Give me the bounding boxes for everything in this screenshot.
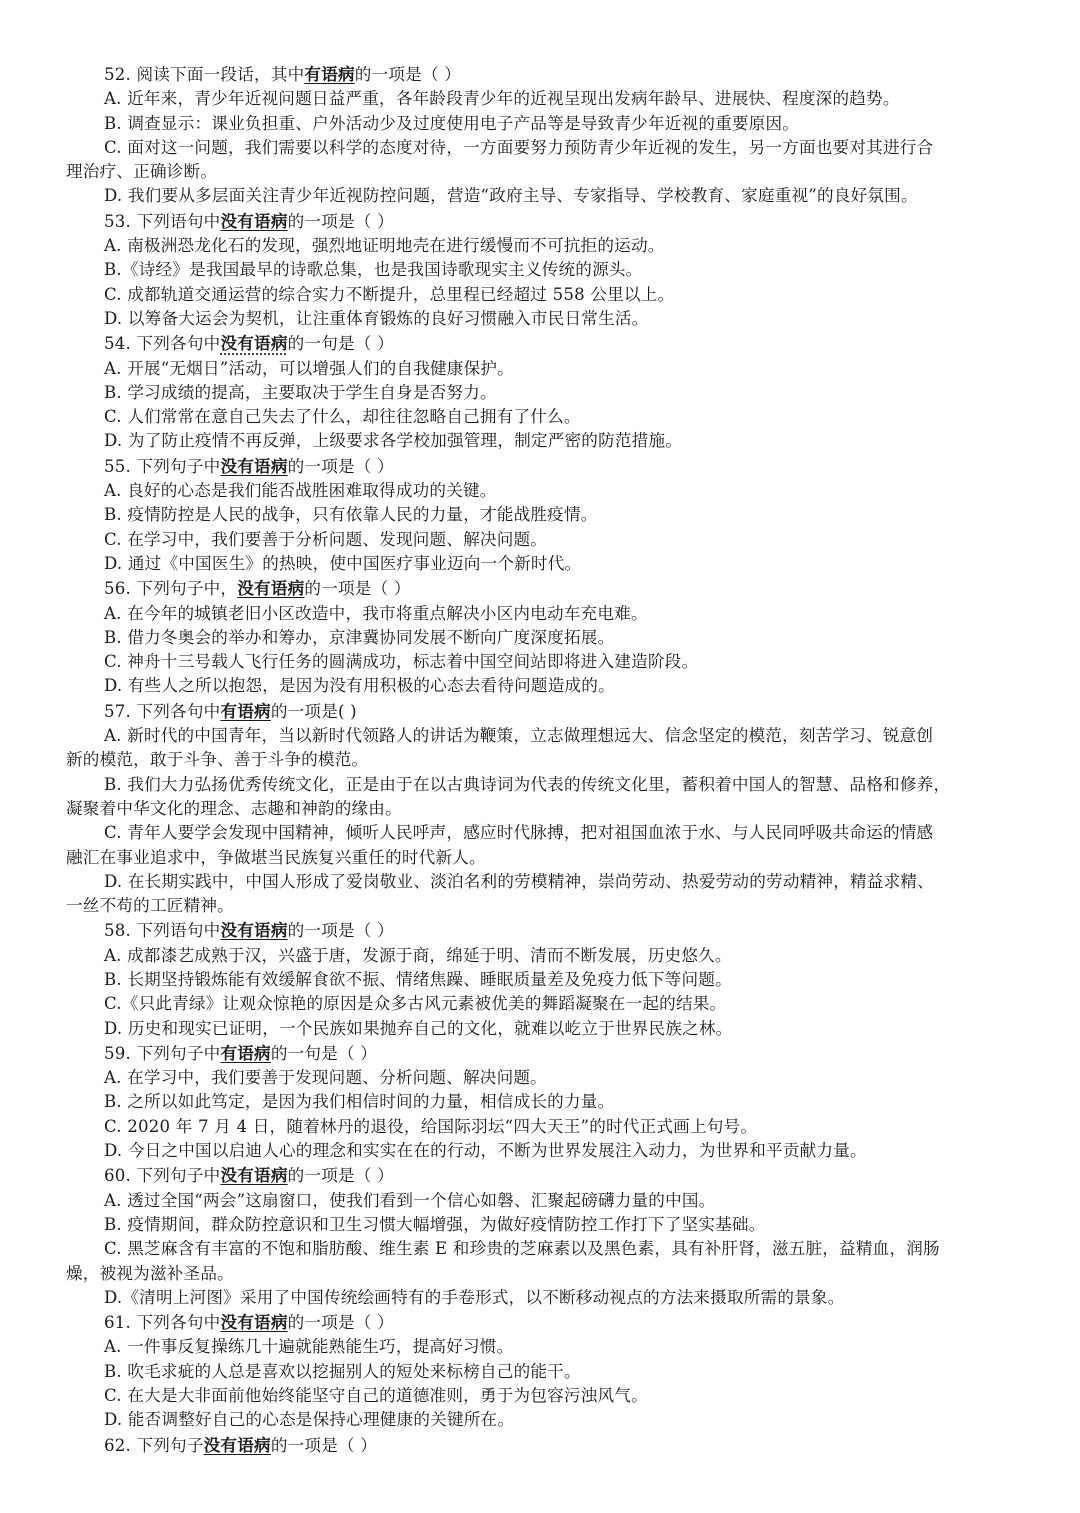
question-58-option-d: D. 历史和现实已证明，一个民族如果抛弃自己的文化，就难以屹立于世界民族之林。 [104,1018,733,1038]
question-55-option-b: B. 疫情防控是人民的战争，只有依靠人民的力量，才能战胜疫情。 [104,505,598,525]
question-60-option-c-continued: 燥，被视为滋补圣品。 [66,1263,234,1283]
question-54-option-c: C. 人们常常在意自己失去了什么，却往往忽略自己拥有了什么。 [104,407,581,427]
question-57-option-b: B. 我们大力弘扬优秀传统文化，正是由于在以古典诗词为代表的传统文化里，蓄积着中国人的智慧、品格和修养， [104,774,951,794]
question-57-option-c: C. 青年人要学会发现中国精神，倾听人民呼声，感应时代脉搏，把对祖国血浓于水、与人民同呼吸共命运的情感 [104,823,934,843]
emphasis-label: 没有语病 [220,1312,288,1333]
question-55-option-a: A. 良好的心态是我们能否战胜困难取得成功的关键。 [104,481,497,501]
emphasis-label: 有语病 [304,64,355,84]
question-54-option-d: D. 为了防止疫情不再反弹，上级要求各学校加强管理，制定严密的防范措施。 [104,431,683,451]
question-56-option-d: D. 有些人之所以抱怨，是因为没有用积极的心态去看待问题造成的。 [104,676,615,696]
question-52-option-d: D. 我们要从多层面关注青少年近视防控问题，营造“政府主导、专家指导、学校教育、家庭重视”的良好氛围。 [104,186,918,206]
question-52-option-a: A. 近年来，青少年近视问题日益严重，各年龄段青少年的近视呈现出发病年龄早、进展快、程度深的趋势。 [104,89,900,109]
question-55-option-c: C. 在学习中，我们要善于分析问题、发现问题、解决问题。 [104,529,548,549]
question-58-option-b: B. 长期坚持锻炼能有效缓解食欲不振、情绪焦躁、睡眠质量差及免疫力低下等问题。 [104,969,732,989]
question-57-option-a: A. 新时代的中国青年，当以新时代领路人的讲话为鞭策，立志做理想远大、信念坚定的模范，刻苦学习、锐意创 [104,726,934,746]
question-53-stem: 53. 下列语句中没有语病的一项是（ ） [104,210,394,231]
emphasis-label: 没有语病 [220,210,288,231]
emphasis-label: 有语病 [220,700,271,721]
question-52-option-b: B. 调查显示：课业负担重、户外活动少及过度使用电子产品等是导致青少年近视的重要原因。 [104,113,800,133]
question-55-option-d: D. 通过《中国医生》的热映，使中国医疗事业迈向一个新时代。 [104,553,582,573]
emphasis-label: 没有语病 [220,333,288,354]
question-53-option-d: D. 以筹备大运会为契机，让注重体育锻炼的良好习惯融入市民日常生活。 [104,308,649,328]
question-52-option-c-continued: 理治疗、正确诊断。 [66,162,218,182]
emphasis-label: 没有语病 [203,1434,271,1455]
emphasis-label: 没有语病 [237,578,305,599]
question-58-stem: 58. 下列语句中没有语病的一项是（ ） [104,920,394,941]
question-58-option-a: A. 成都漆艺成熟于汉，兴盛于唐，发源于商，绵延于明、清而不断发展，历史悠久。 [104,945,732,965]
question-61-option-a: A. 一件事反复操练几十遍就能熟能生巧，提高好习惯。 [104,1337,514,1357]
question-59-option-b: B. 之所以如此笃定，是因为我们相信时间的力量，相信成长的力量。 [104,1092,615,1112]
question-57-option-c-continued: 融汇在事业追求中，争做堪当民族复兴重任的时代新人。 [66,847,486,867]
question-61-option-c: C. 在大是大非面前他始终能坚守自己的道德准则，勇于为包容污浊风气。 [104,1386,648,1406]
emphasis-label: 没有语病 [220,1165,288,1186]
question-57-option-b-continued: 凝聚着中华文化的理念、志趣和神韵的缘由。 [66,798,402,818]
question-57-stem: 57. 下列各句中有语病的一项是( ) [104,700,357,721]
question-54-option-b: B. 学习成绩的提高，主要取决于学生自身是否努力。 [104,382,497,402]
question-54-stem: 54. 下列各句中没有语病的一句是（ ） [104,333,394,354]
question-53-option-c: C. 成都轨道交通运营的综合实力不断提升，总里程已经超过 558 公里以上。 [104,284,675,304]
question-53-option-a: A. 南极洲恐龙化石的发现，强烈地证明地壳在进行缓慢而不可抗拒的运动。 [104,236,665,256]
question-61-stem: 61. 下列各句中没有语病的一项是（ ） [104,1312,394,1333]
question-56-option-a: A. 在今年的城镇老旧小区改造中，我市将重点解决小区内电动车充电难。 [104,603,648,623]
question-57-option-d-continued: 一丝不苟的工匠精神。 [66,896,234,916]
emphasis-label: 没有语病 [220,920,288,941]
question-61-option-b: B. 吹毛求疵的人总是喜欢以挖掘别人的短处来标榜自己的能干。 [104,1361,581,1381]
question-56-option-c: C. 神舟十三号载人飞行任务的圆满成功，标志着中国空间站即将进入建造阶段。 [104,652,699,672]
question-57-option-a-continued: 新的模范，敢于斗争、善于斗争的模范。 [66,750,369,770]
question-52-option-c: C. 面对这一问题，我们需要以科学的态度对待，一方面要努力预防青少年近视的发生，另一方面也要对其进行合 [104,137,934,157]
question-55-stem: 55. 下列句子中没有语病的一项是（ ） [104,455,394,476]
question-60-option-c: C. 黑芝麻含有丰富的不饱和脂肪酸、维生素 E 和珍贵的芝麻素以及黑色素，具有补肝肾，滋五脏，益精血，润肠 [104,1239,940,1259]
question-56-option-b: B. 借力冬奥会的举办和筹办，京津冀协同发展不断向广度深度拓展。 [104,627,615,647]
emphasis-label: 没有语病 [220,455,288,476]
question-62-stem: 62. 下列句子没有语病的一项是（ ） [104,1434,378,1455]
question-60-option-a: A. 透过全国“两会”这扇窗口，使我们看到一个信心如磐、汇聚起磅礴力量的中国。 [104,1190,716,1210]
question-59-stem: 59. 下列句子中有语病的一句是（ ） [104,1042,378,1063]
question-60-stem: 60. 下列句子中没有语病的一项是（ ） [104,1165,394,1186]
question-59-option-a: A. 在学习中，我们要善于发现问题、分析问题、解决问题。 [104,1068,547,1088]
question-57-option-d: D. 在长期实践中，中国人形成了爱岗敬业、淡泊名利的劳模精神，崇尚劳动、热爱劳动的劳动精神，精益求精、 [104,871,934,891]
emphasis-label: 有语病 [220,1042,271,1063]
question-60-option-d: D.《清明上河图》采用了中国传统绘画特有的手卷形式，以不断移动视点的方法来摄取所需的景象。 [104,1287,845,1307]
question-59-option-d: D. 今日之中国以启迪人心的理念和实实在在的行动，不断为世界发展注入动力，为世界和平贡献力量。 [104,1141,867,1161]
question-59-option-c: C. 2020 年 7 月 4 日，随着林丹的退役，给国际羽坛“四大天王”的时代正式画上句号。 [104,1116,758,1136]
question-61-option-d: D. 能否调整好自己的心态是保持心理健康的关键所在。 [104,1410,515,1430]
question-53-option-b: B.《诗经》是我国最早的诗歌总集，也是我国诗歌现实主义传统的源头。 [104,260,643,280]
question-60-option-b: B. 疫情期间，群众防控意识和卫生习惯大幅增强，为做好疫情防控工作打下了坚实基础。 [104,1214,766,1234]
question-56-stem: 56. 下列句子中，没有语病的一项是（ ） [104,578,411,599]
question-54-option-a: A. 开展“无烟日”活动，可以增强人们的自我健康保护。 [104,358,514,378]
question-58-option-c: C.《只此青绿》让观众惊艳的原因是众多古风元素被优美的舞蹈凝聚在一起的结果。 [104,994,727,1014]
question-52-stem: 52. 阅读下面一段话，其中有语病的一项是（ ） [104,64,462,84]
